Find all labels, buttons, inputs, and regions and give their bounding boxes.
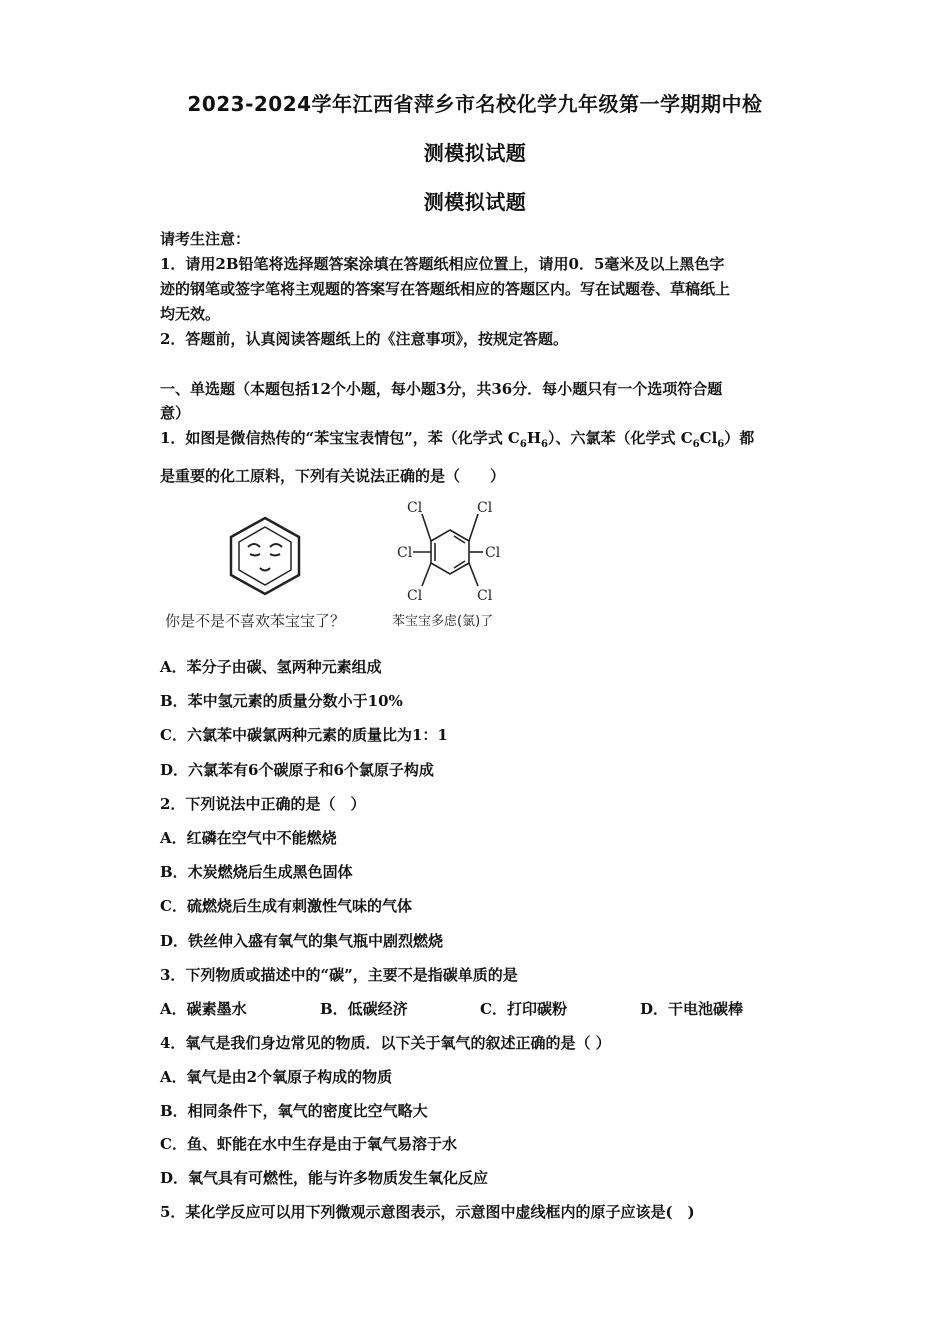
notice-item1-line3: 均无效。 xyxy=(160,305,221,323)
q1-stem-line1 xyxy=(160,427,800,450)
cl-label-bottom-right: Cl xyxy=(477,588,493,604)
q3-option-c[interactable]: C．打印碳粉 xyxy=(480,1000,567,1018)
exam-title-line1: 2023-2024学年江西省萍乡市名校化学九年级第一学期期中检 xyxy=(187,92,763,116)
q4-option-b[interactable]: B．相同条件下，氧气的密度比空气略大 xyxy=(160,1102,428,1120)
q3-option-b[interactable]: B．低碳经济 xyxy=(320,1000,408,1018)
q1-option-a[interactable]: A．苯分子由碳、氢两种元素组成 xyxy=(160,658,382,676)
q2-option-c[interactable]: C．硫燃烧后生成有刺激性气味的气体 xyxy=(160,897,412,915)
q1-option-b[interactable]: B．苯中氢元素的质量分数小于10% xyxy=(160,692,403,710)
figure-caption-left: 你是不是不喜欢苯宝宝了？ xyxy=(165,612,346,630)
q2-option-d[interactable]: D．铁丝伸入盛有氧气的集气瓶中剧烈燃烧 xyxy=(160,932,444,950)
q1-option-d[interactable]: D．六氯苯有6个碳原子和6个氯原子构成 xyxy=(160,761,434,779)
notice-item2: 2．答题前，认真阅读答题纸上的《注意事项》，按规定答题。 xyxy=(160,330,568,348)
q4-stem: 4．氧气是我们身边常见的物质．以下关于氧气的叙述正确的是（ ） xyxy=(160,1034,611,1052)
q3-options-row xyxy=(160,998,800,1019)
q1-cl-symbol: Cl xyxy=(699,429,718,447)
q2-stem: 2．下列说法中正确的是（ ） xyxy=(160,795,366,813)
exam-title-line3: 测模拟试题 xyxy=(423,190,527,214)
q1-option-c[interactable]: C．六氯苯中碳氯两种元素的质量比为1：1 xyxy=(160,726,448,744)
cl-label-top-left: Cl xyxy=(407,500,423,516)
cl-label-right: Cl xyxy=(485,545,501,561)
q2-option-b[interactable]: B．木炭燃烧后生成黑色固体 xyxy=(160,863,353,881)
notice-item1-line1: 1．请用2B铅笔将选择题答案涂填在答题纸相应位置上，请用0．5毫米及以上黑色字 xyxy=(160,255,725,273)
q1-stem-part-b: ）、六氯苯（化学式 C xyxy=(547,429,693,447)
notice-item1-line2: 迹的钢笔或签字笔将主观题的答案写在答题纸相应的答题区内。写在试题卷、草稿纸上 xyxy=(160,280,731,298)
q4-option-c[interactable]: C．鱼、虾能在水中生存是由于氧气易溶于水 xyxy=(160,1135,457,1153)
q1-sub-6b: 6 xyxy=(541,439,548,450)
q3-option-a[interactable]: A．碳素墨水 xyxy=(160,1000,247,1018)
q1-sub-6a: 6 xyxy=(519,439,527,450)
q1-stem-part-c: ）都 xyxy=(724,429,755,447)
q5-stem: 5．某化学反应可以用下列微观示意图表示，示意图中虚线框内的原子应该是( ) xyxy=(160,1203,695,1221)
q4-option-d[interactable]: D．氧气具有可燃性，能与许多物质发生氧化反应 xyxy=(160,1169,489,1187)
q1-h-symbol: H xyxy=(526,429,542,447)
q2-option-a[interactable]: A．红磷在空气中不能燃烧 xyxy=(160,829,337,847)
section-heading-line1: 一、单选题（本题包括12个小题，每小题3分，共36分．每小题只有一个选项符合题 xyxy=(160,380,723,398)
q1-sub-6c: 6 xyxy=(692,439,700,450)
cl-label-bottom-left: Cl xyxy=(407,588,423,604)
q4-option-a[interactable]: A．氧气是由2个氧原子构成的物质 xyxy=(160,1068,393,1086)
hexachlorobenzene-structure xyxy=(413,514,483,586)
q1-stem-line2: 是重要的化工原料，下列有关说法正确的是（ ） xyxy=(160,467,506,485)
figure-caption-right: 苯宝宝多虑(氯)了 xyxy=(392,614,494,629)
exam-title-line2: 测模拟试题 xyxy=(423,141,527,165)
cl-label-top-right: Cl xyxy=(477,500,493,516)
q1-sub-6d: 6 xyxy=(717,439,725,450)
q1-stem-part-a: 1．如图是微信热传的“苯宝宝表情包”，苯（化学式 C xyxy=(160,429,520,447)
notice-heading: 请考生注意： xyxy=(160,230,251,248)
section-heading-line2: 意） xyxy=(160,404,191,422)
q3-stem: 3．下列物质或描述中的“碳”，主要不是指碳单质的是 xyxy=(160,966,518,984)
q3-option-d[interactable]: D．干电池碳棒 xyxy=(640,1000,744,1018)
benzene-face-icon xyxy=(231,518,299,594)
cl-label-left: Cl xyxy=(397,545,413,561)
